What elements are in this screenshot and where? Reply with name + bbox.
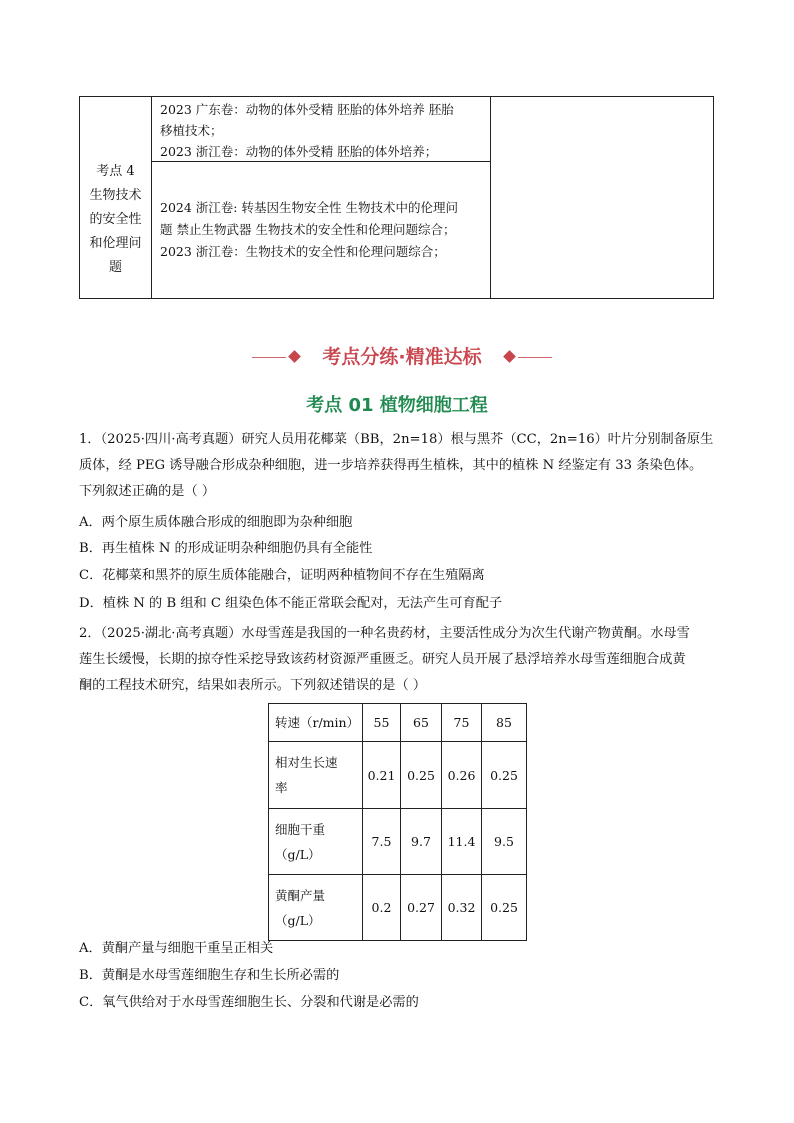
table-row: [269, 742, 527, 809]
banner-rule: [252, 357, 286, 358]
table-cell-text: 2023 广东卷：动物的体外受精 胚胎的体外培养 胚胎: [160, 102, 454, 117]
value-cell: 0.25: [482, 742, 527, 809]
diamond-icon: [503, 350, 516, 363]
option-d: D．植株 N 的 B 组和 C 组染色体不能正常联会配对，无法产生可育配子: [79, 596, 503, 611]
header-cell: 转速（r/min）: [269, 704, 363, 742]
value-cell: 0.32: [442, 875, 482, 941]
rotation-speed-table: [268, 703, 527, 941]
diamond-icon: [288, 350, 301, 363]
value-cell: 0.26: [442, 742, 482, 809]
row-label-cell: [269, 742, 363, 809]
value-cell: 0.25: [401, 742, 442, 809]
section-banner: [252, 342, 552, 370]
section-title: 考点 01 植物细胞工程: [306, 395, 488, 416]
exam-summary-table: [79, 96, 714, 299]
table-cell-text: 移植技术；: [160, 123, 223, 138]
value-cell: 0.2: [363, 875, 401, 941]
question-text: 酮的工程技术研究，结果如表所示。下列叙述错误的是（ ）: [79, 678, 427, 693]
question-text: 莲生长缓慢，长期的掠夺性采挖导致该药材资源严重匮乏。研究人员开展了悬浮培养水母雪莲细胞合成黄: [79, 652, 686, 667]
table-cell-text: 2023 浙江卷：动物的体外受精 胚胎的体外培养；: [160, 144, 438, 159]
value-cell: 9.5: [482, 809, 527, 875]
kaodian-label-line: 考点 4: [96, 164, 135, 179]
table-column-divider: [151, 97, 152, 298]
speed-cell: 55: [363, 704, 401, 742]
row-label-line: 率: [275, 780, 288, 795]
kaodian-label-line: 题: [108, 260, 122, 275]
table-cell-text: 2023 浙江卷：生物技术的安全性和伦理问题综合；: [160, 244, 446, 259]
value-cell: 0.27: [401, 875, 442, 941]
option-c: C．花椰菜和黑芥的原生质体能融合，证明两种植物间不存在生殖隔离: [79, 568, 485, 583]
speed-cell: 65: [401, 704, 442, 742]
value-cell: 9.7: [401, 809, 442, 875]
speed-cell: 85: [482, 704, 527, 742]
row-label-cell: [269, 875, 363, 941]
question-text: 1．（2025·四川·高考真题）研究人员用花椰菜（BB，2n=18）根与黑芥（CC，2n=16）叶片分别制备原生: [79, 432, 714, 447]
option-b: B．黄酮是水母雪莲细胞生存和生长所必需的: [79, 968, 340, 983]
kaodian-label-line: 和伦理问: [89, 236, 142, 251]
banner-title: 考点分练·精准达标: [322, 346, 482, 368]
table-column-divider: [490, 97, 491, 298]
question-text: 下列叙述正确的是（ ）: [79, 484, 216, 499]
row-label-cell: [269, 809, 363, 875]
value-cell: 7.5: [363, 809, 401, 875]
row-label-line: （g/L）: [275, 912, 321, 928]
value-cell: 0.21: [363, 742, 401, 809]
row-label-line: 黄酮产量: [275, 887, 326, 903]
row-label-line: 相对生长速: [275, 755, 338, 770]
table-row: [269, 704, 527, 742]
table-row: [269, 875, 527, 941]
table-row: [269, 809, 527, 875]
speed-cell: 75: [442, 704, 482, 742]
value-cell: 11.4: [442, 809, 482, 875]
table-cell-text: 2024 浙江卷: 转基因生物安全性 生物技术中的伦理问: [160, 200, 458, 215]
row-label-line: 细胞干重: [275, 821, 326, 837]
question-text: 2．（2025·湖北·高考真题）水母雪莲是我国的一种名贵药材，主要活性成分为次生代谢产物黄酮。水母雪: [79, 626, 690, 641]
kaodian-label-line: 生物技术: [89, 188, 142, 203]
table-cell-text: 题 禁止生物武器 生物技术的安全性和伦理问题综合；: [160, 222, 456, 237]
kaodian-label-line: 的安全性: [89, 212, 142, 227]
row-label-line: （g/L）: [275, 846, 321, 862]
question-text: 质体，经 PEG 诱导融合形成杂种细胞，进一步培养获得再生植株，其中的植株 N 经鉴定有 33 条染色体。: [79, 458, 703, 473]
banner-rule: [518, 357, 552, 358]
kaodian-4-label: [80, 160, 151, 280]
option-a: A．黄酮产量与细胞干重呈正相关: [79, 941, 274, 956]
option-a: A．两个原生质体融合形成的细胞即为杂种细胞: [79, 515, 353, 530]
option-b: B．再生植株 N 的形成证明杂种细胞仍具有全能性: [79, 541, 373, 556]
value-cell: 0.25: [482, 875, 527, 941]
option-c: C．氧气供给对于水母雪莲细胞生长、分裂和代谢是必需的: [79, 995, 419, 1010]
